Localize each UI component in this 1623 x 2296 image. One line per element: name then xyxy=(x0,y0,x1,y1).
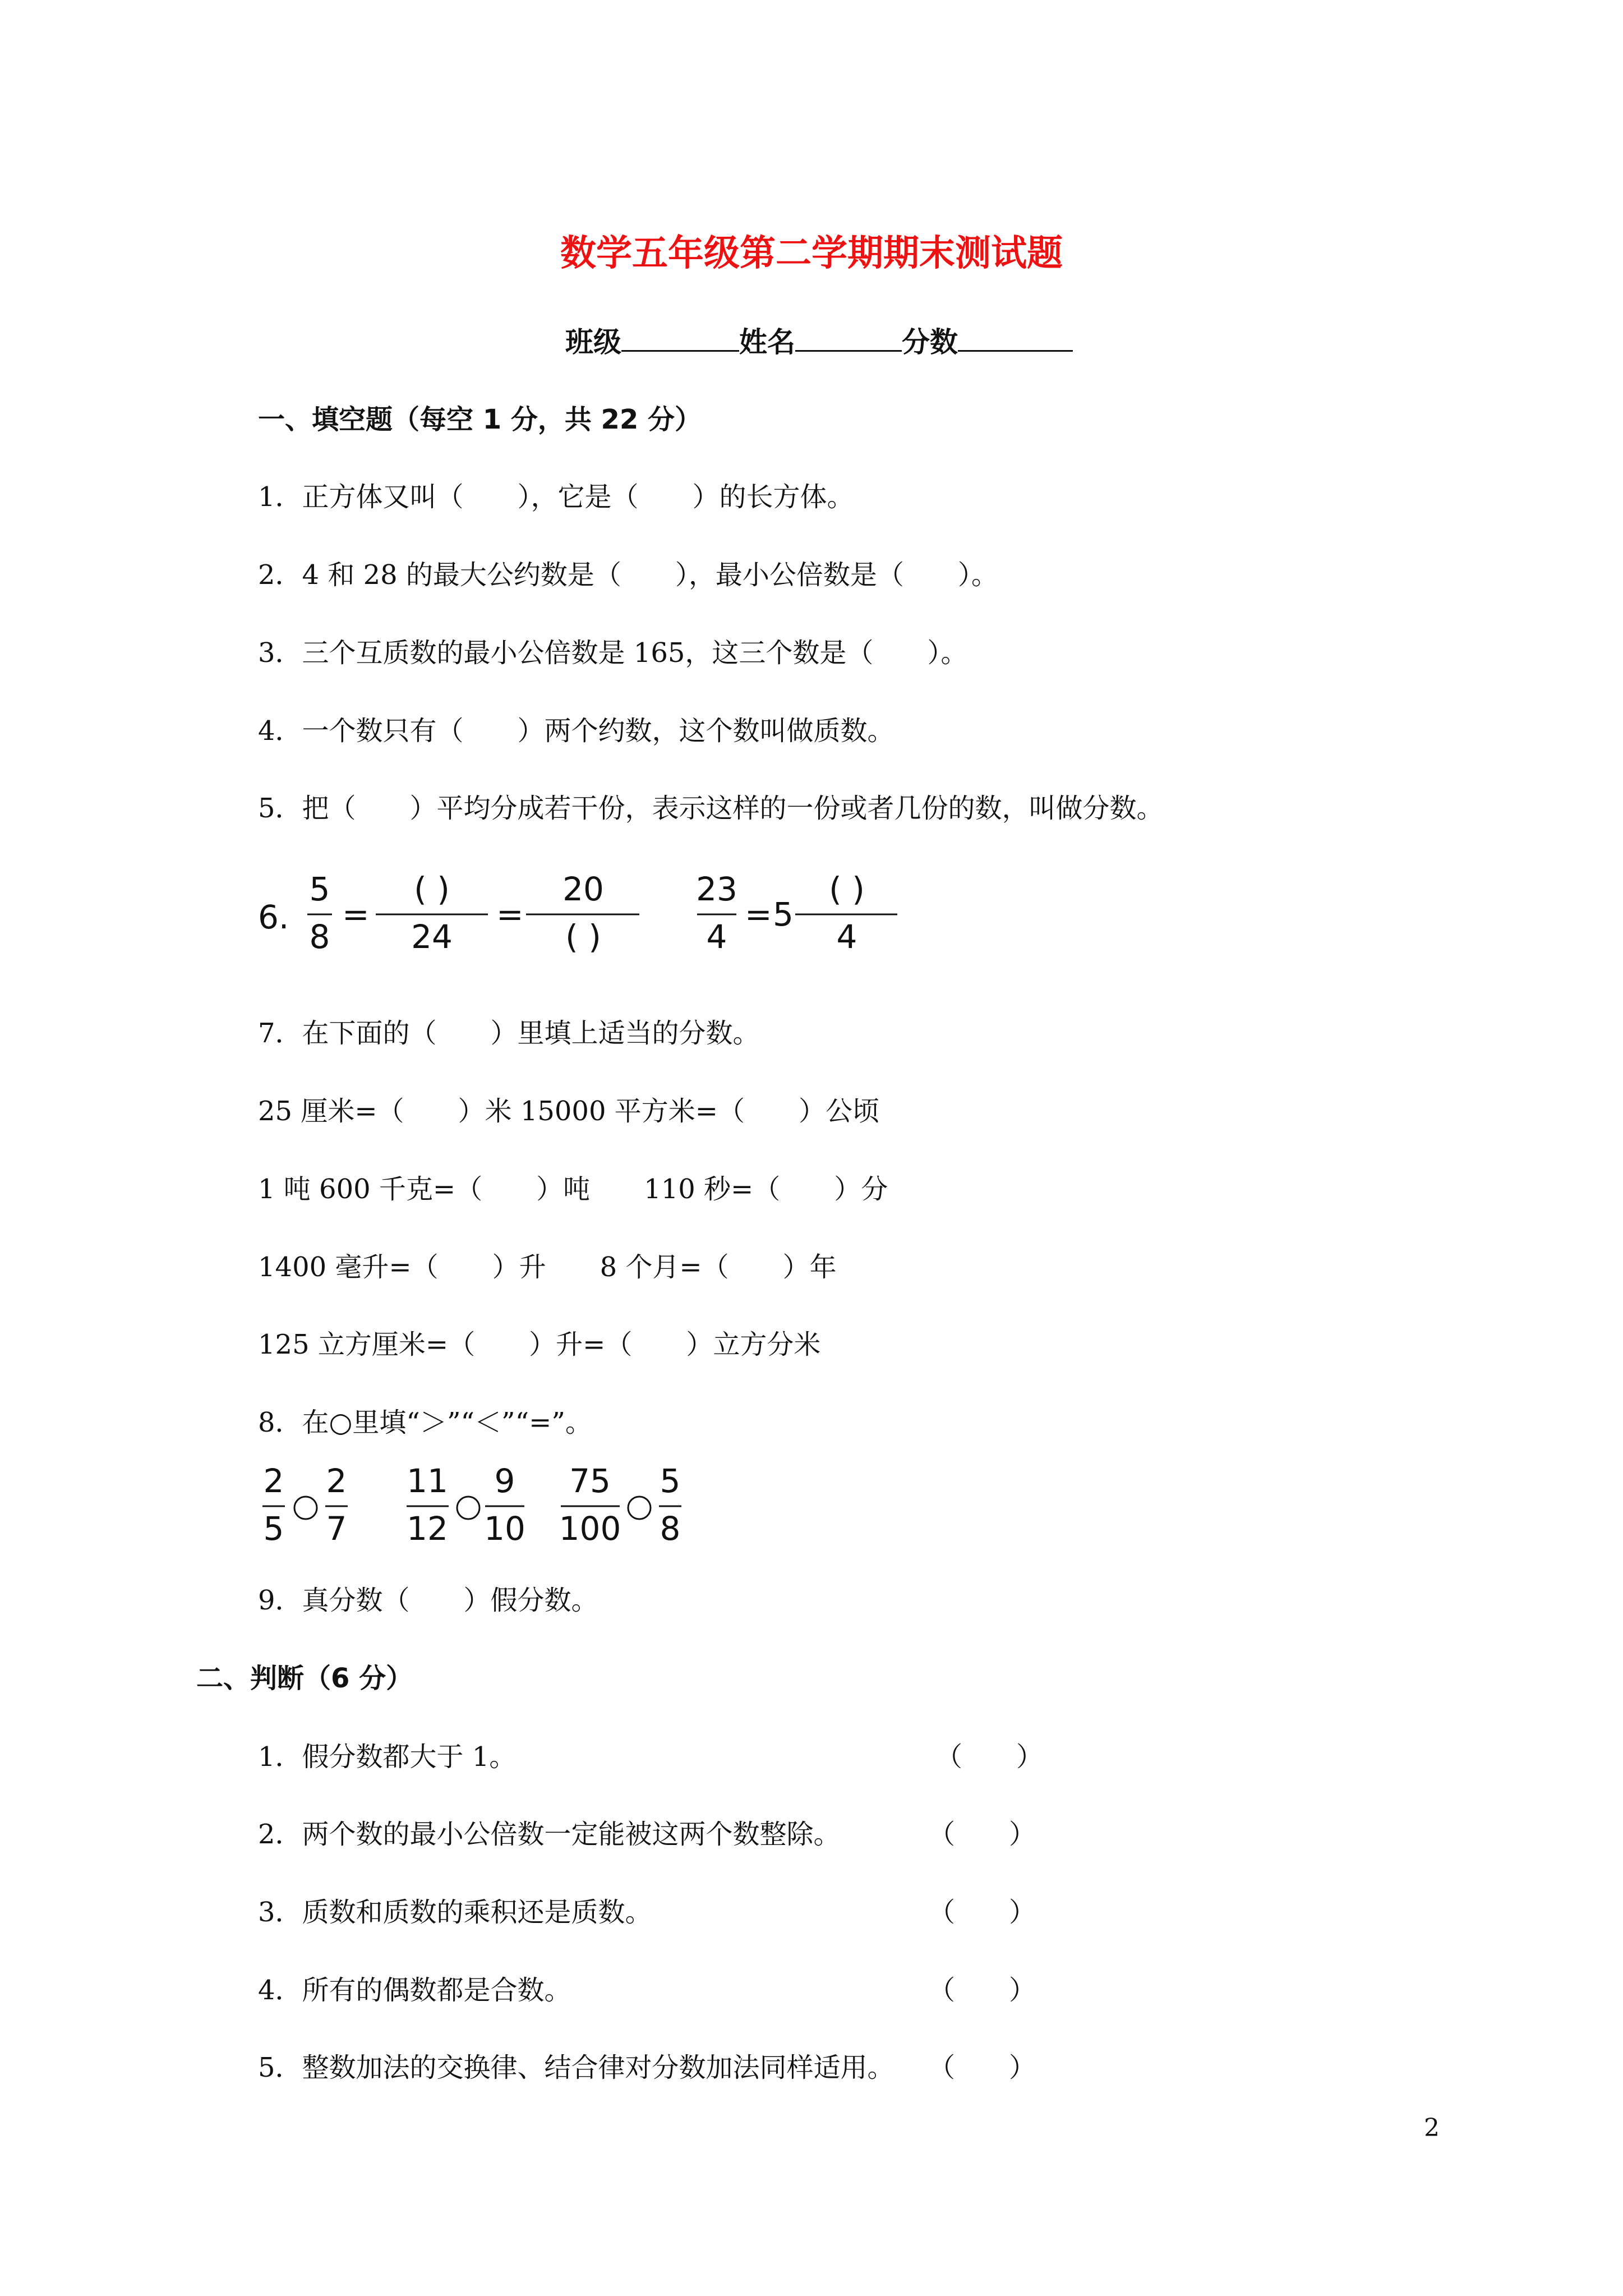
student-info-line xyxy=(565,317,1073,367)
conversion-line: 125 立方厘米=（ ）升=（ ）立方分米 xyxy=(258,1329,821,1360)
q6-f4-denominator: 4 xyxy=(706,918,727,956)
q8-numerator: 75 xyxy=(569,1462,611,1500)
q6-f3-denominator: ( ) xyxy=(565,918,601,956)
equals-sign: = xyxy=(342,895,370,933)
question-item: 9．真分数（ ）假分数。 xyxy=(258,1585,598,1616)
score-label: 分数 xyxy=(902,326,958,358)
question-item: 3．三个互质数的最小公倍数是 165，这三个数是（ ）。 xyxy=(258,637,968,669)
answer-paren[interactable]: （ ） xyxy=(935,1741,1044,1773)
q8-denominator: 5 xyxy=(263,1510,284,1548)
answer-paren[interactable]: （ ） xyxy=(928,1897,1036,1928)
judgement-item: 5．整数加法的交换律、结合律对分数加法同样适用。 xyxy=(258,2052,895,2083)
judgement-item: 1．假分数都大于 1。 xyxy=(258,1741,517,1773)
question-item: 7．在下面的（ ）里填上适当的分数。 xyxy=(258,1018,760,1049)
compare-circle[interactable] xyxy=(628,1497,651,1519)
q6-f1-numerator: 5 xyxy=(309,870,330,908)
question-item: 4．一个数只有（ ）两个约数，这个数叫做质数。 xyxy=(258,715,895,747)
name-label: 姓名 xyxy=(739,326,795,358)
question-item: 1．正方体又叫（ ），它是（ ）的长方体。 xyxy=(258,481,854,513)
judgement-item: 2．两个数的最小公倍数一定能被这两个数整除。 xyxy=(258,1819,841,1850)
q8-numerator: 11 xyxy=(407,1462,448,1500)
question-item: 5．把（ ）平均分成若干份，表示这样的一份或者几份的数，叫做分数。 xyxy=(258,793,1164,824)
answer-paren[interactable]: （ ） xyxy=(928,1819,1036,1850)
answer-paren[interactable]: （ ） xyxy=(928,1975,1036,2006)
q8-numerator: 9 xyxy=(494,1462,515,1500)
q6-f4-numerator: 23 xyxy=(696,870,737,908)
page-number: 2 xyxy=(1424,2114,1440,2142)
compare-circle[interactable] xyxy=(457,1497,479,1519)
question-item: 8．在○里填“＞”“＜”“=”。 xyxy=(258,1407,592,1438)
q8-denominator: 8 xyxy=(660,1510,681,1548)
q8-denominator: 12 xyxy=(407,1510,448,1548)
q6-f2-denominator: 24 xyxy=(411,918,453,956)
q8-fraction-comparisons xyxy=(258,1458,707,1559)
q8-denominator: 10 xyxy=(484,1510,525,1548)
judgement-item: 3．质数和质数的乘积还是质数。 xyxy=(258,1897,652,1928)
conversion-line: 1400 毫升=（ ）升 8 个月=（ ）年 xyxy=(258,1251,837,1283)
q6-fraction-equation xyxy=(258,867,931,968)
conversion-line: 25 厘米=（ ）米 15000 平方米=（ ）公顷 xyxy=(258,1096,879,1127)
q8-denominator: 7 xyxy=(326,1510,347,1548)
q8-numerator: 2 xyxy=(263,1462,284,1500)
q8-denominator: 100 xyxy=(559,1510,621,1548)
q6-f5-denominator: 4 xyxy=(836,918,857,956)
q6-label: 6. xyxy=(258,898,289,936)
q8-numerator: 5 xyxy=(660,1462,681,1500)
equals-sign: = xyxy=(496,895,524,933)
page-title: 数学五年级第二学期期末测试题 xyxy=(560,233,1063,274)
q6-f3-numerator: 20 xyxy=(562,870,604,908)
q8-numerator: 2 xyxy=(326,1462,347,1500)
compare-circle[interactable] xyxy=(294,1497,317,1519)
q6-whole-number: 5 xyxy=(773,895,794,933)
score-blank xyxy=(958,319,1073,352)
question-item: 2．4 和 28 的最大公约数是（ ），最小公倍数是（ ）。 xyxy=(258,559,998,591)
section1-heading: 一、填空题（每空 1 分，共 22 分） xyxy=(258,404,702,435)
equals-sign: = xyxy=(745,895,772,933)
section2-heading: 二、判断（6 分） xyxy=(196,1663,413,1694)
class-label: 班级 xyxy=(565,326,621,358)
judgement-item: 4．所有的偶数都是合数。 xyxy=(258,1975,571,2006)
q6-f1-denominator: 8 xyxy=(309,918,330,956)
q6-f2-numerator: ( ) xyxy=(414,870,450,908)
name-blank xyxy=(795,319,902,352)
class-blank xyxy=(621,319,739,352)
answer-paren[interactable]: （ ） xyxy=(928,2052,1036,2083)
q6-f5-numerator: ( ) xyxy=(829,870,865,908)
conversion-line: 1 吨 600 千克=（ ）吨 110 秒=（ ）分 xyxy=(258,1174,888,1205)
